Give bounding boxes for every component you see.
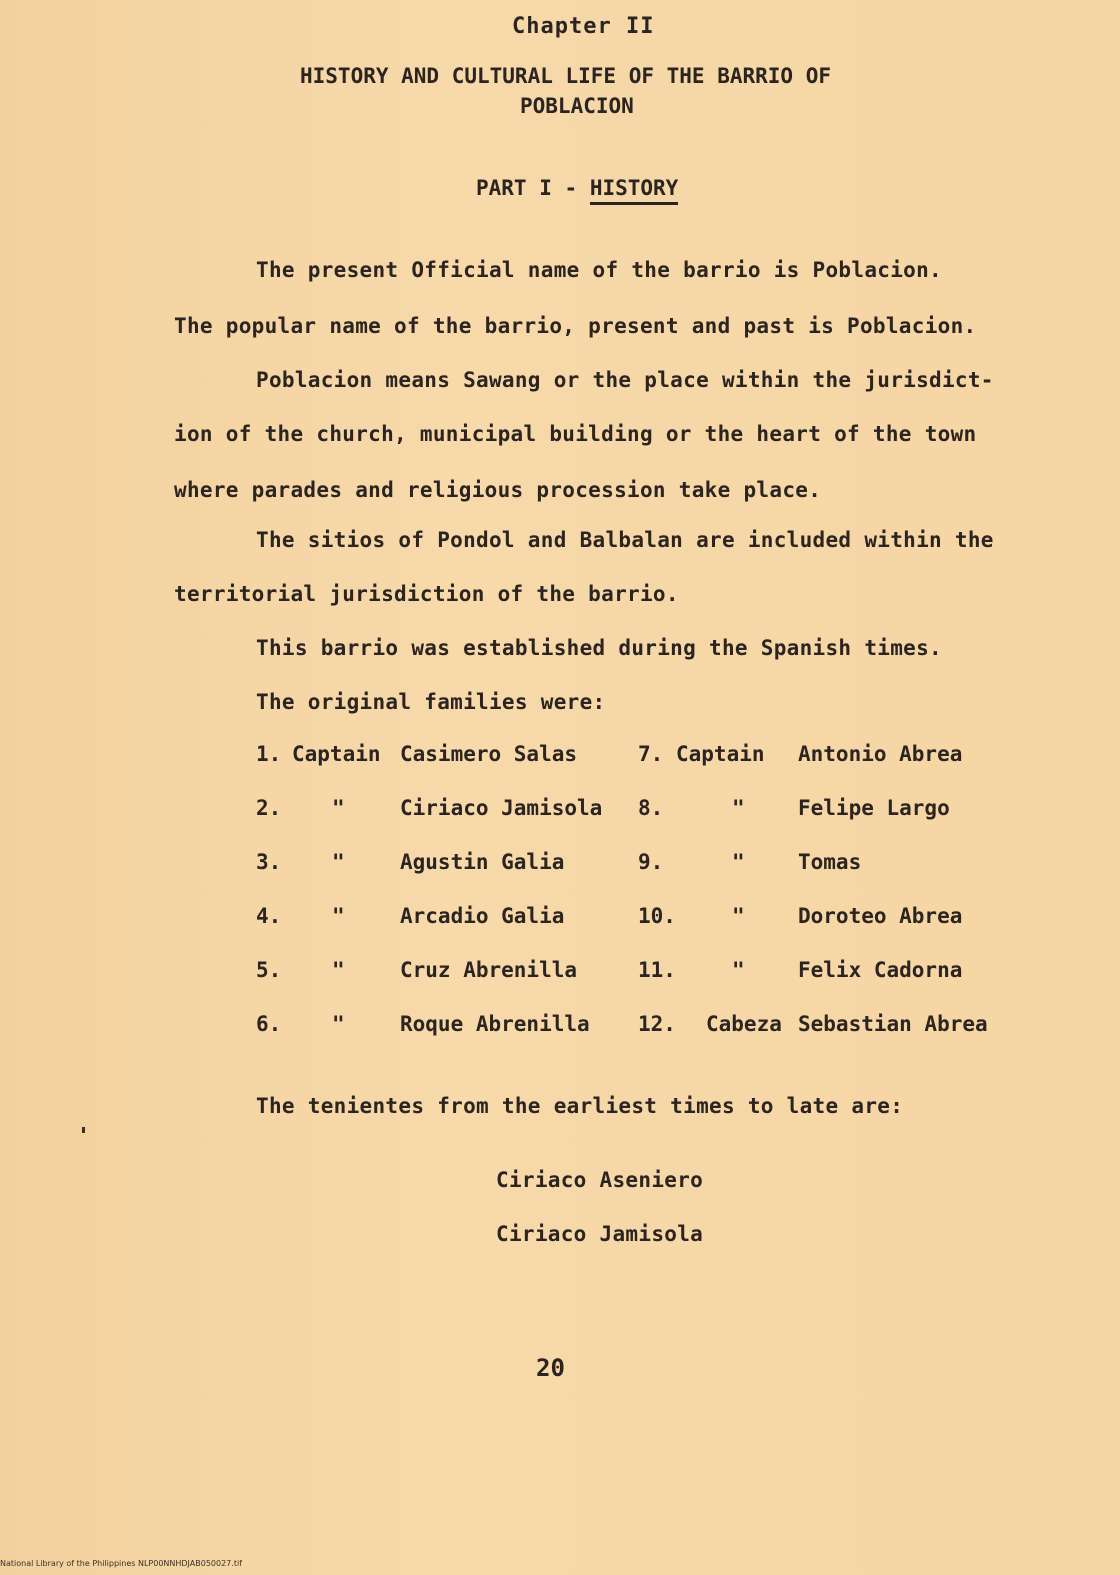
- list-item-name: Agustin Galia: [400, 850, 565, 874]
- list-item-num: 8.: [638, 796, 664, 820]
- list-item-name: Casimero Salas: [400, 742, 578, 766]
- paragraph-line: territorial jurisdiction of the barrio.: [174, 582, 679, 606]
- paragraph-line: ion of the church, municipal building or the heart of the town: [174, 422, 977, 446]
- list-item-title: ": [732, 850, 745, 874]
- scan-mark: [82, 1127, 85, 1133]
- list-item-title: ": [732, 904, 745, 928]
- list-item-name: Cruz Abrenilla: [400, 958, 578, 982]
- list-item-name: Felix Cadorna: [798, 958, 963, 982]
- list-item-num: 10.: [638, 904, 676, 928]
- list-item-title: Cabeza: [706, 1012, 782, 1036]
- list-item-title: ": [332, 1012, 345, 1036]
- list-item-title: ": [732, 796, 745, 820]
- list-item-num: 12.: [638, 1012, 676, 1036]
- list-item-num: 11.: [638, 958, 676, 982]
- list-item-name: Sebastian Abrea: [798, 1012, 988, 1036]
- paragraph-line: The popular name of the barrio, present and past is Poblacion.: [174, 314, 977, 338]
- part-heading: [476, 176, 678, 200]
- list-item-name: Ciriaco Jamisola: [400, 796, 603, 820]
- chapter-heading: Chapter II: [512, 14, 655, 39]
- paragraph-line: The present Official name of the barrio is Poblacion.: [256, 258, 942, 282]
- list-item-title: ": [732, 958, 745, 982]
- page-number: 20: [536, 1354, 565, 1382]
- list-item-num: 4.: [256, 904, 282, 928]
- paragraph-line: The sitios of Pondol and Balbalan are included within the: [256, 528, 994, 552]
- paragraph-line: where parades and religious procession take place.: [174, 478, 822, 502]
- paragraph-line: Poblacion means Sawang or the place within the jurisdict-: [256, 368, 994, 392]
- list-item-num: 7.: [638, 742, 664, 766]
- paragraph-line: This barrio was established during the Spanish times.: [256, 636, 942, 660]
- list-item-num: 2.: [256, 796, 282, 820]
- scan-footer: National Library of the Philippines NLP00NNHDJAB050027.tif: [0, 1559, 242, 1568]
- list-item-title: ": [332, 958, 345, 982]
- list-item-name: Felipe Largo: [798, 796, 950, 820]
- part-prefix: PART I -: [476, 176, 578, 200]
- list-item-title: ": [332, 796, 345, 820]
- list-item-num: 3.: [256, 850, 282, 874]
- list-item-name: Doroteo Abrea: [798, 904, 963, 928]
- paragraph-line: The original families were:: [256, 690, 606, 714]
- title-line-1: HISTORY AND CULTURAL LIFE OF THE BARRIO OF: [300, 64, 832, 88]
- list-item-num: 6.: [256, 1012, 282, 1036]
- list-item-name: Arcadio Galia: [400, 904, 565, 928]
- teniente-name: Ciriaco Jamisola: [496, 1222, 704, 1246]
- list-item-name: Roque Abrenilla: [400, 1012, 590, 1036]
- list-item-title: ": [332, 904, 345, 928]
- teniente-name: Ciriaco Aseniero: [496, 1168, 704, 1192]
- list-item-num: 5.: [256, 958, 282, 982]
- list-item-title: Captain: [676, 742, 765, 766]
- list-item-num: 1.: [256, 742, 282, 766]
- list-item-title: ": [332, 850, 345, 874]
- part-title: HISTORY: [590, 176, 679, 205]
- list-item-num: 9.: [638, 850, 664, 874]
- list-item-name: Antonio Abrea: [798, 742, 963, 766]
- tenientes-intro: The tenientes from the earliest times to late are:: [256, 1094, 904, 1118]
- title-line-2: POBLACION: [520, 94, 634, 118]
- list-item-title: Captain: [292, 742, 381, 766]
- list-item-name: Tomas: [798, 850, 862, 874]
